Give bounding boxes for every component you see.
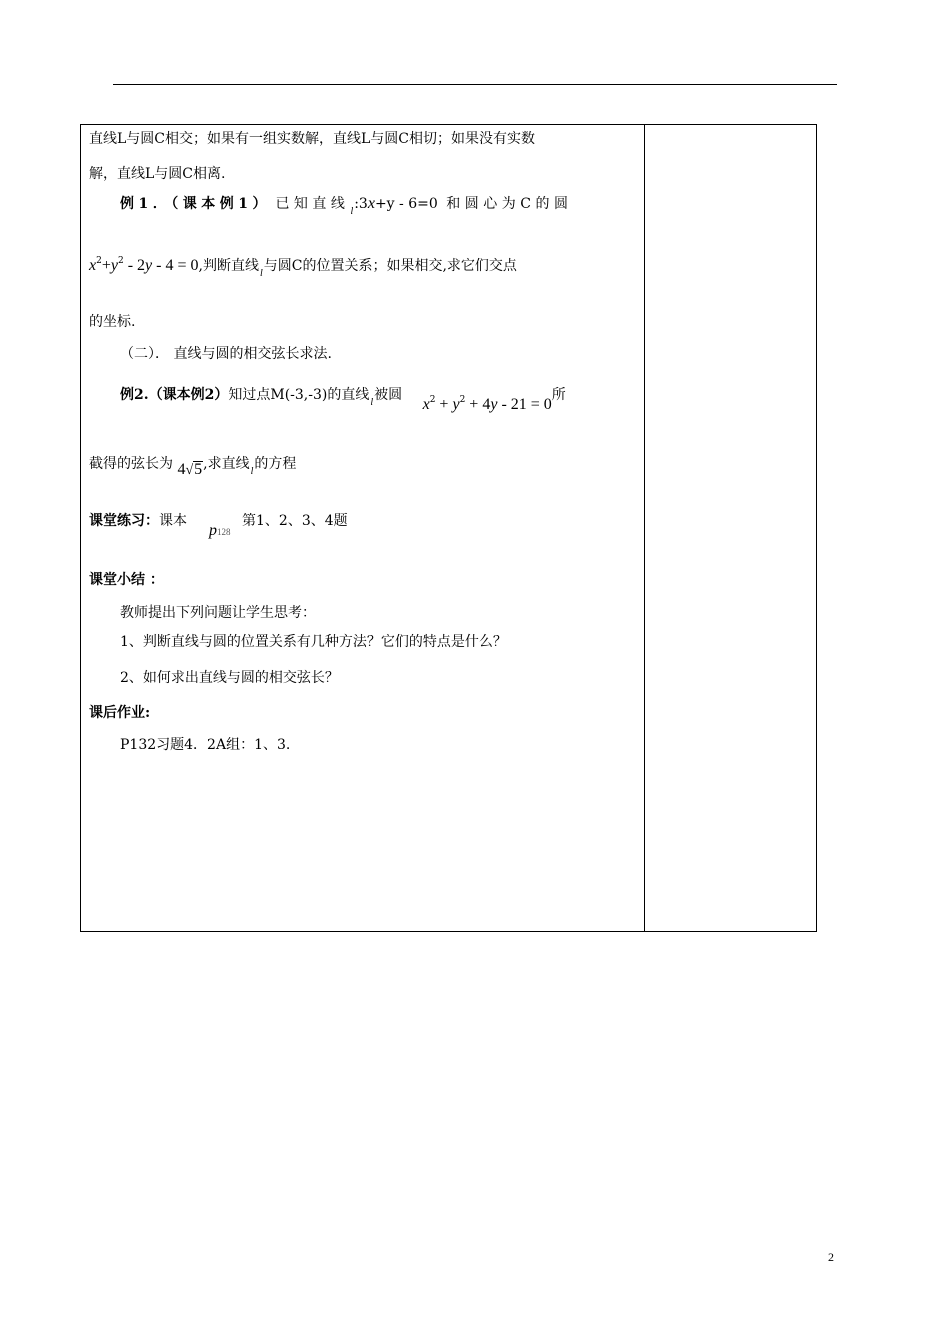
summary-question-1: 1、判断直线与圆的位置关系有几种方法？它们的特点是什么？ [120, 634, 507, 650]
chord-text-b: ,求直线 [203, 456, 250, 472]
line-symbol: l [250, 466, 254, 477]
circle-text: ,判断直线 [198, 258, 259, 274]
eq-exp: 2 [96, 256, 102, 266]
eq-plus: + [435, 396, 453, 413]
text-line-1: 直线L与圆C相交；如果有一组实数解，直线L与圆C相切；如果没有实数 [89, 131, 536, 147]
example-1-x: x [367, 195, 375, 212]
page-ref-sub: 128 [217, 527, 231, 537]
eq-four: + 4 [465, 396, 491, 413]
summary-question-2: 2、如何求出直线与圆的相交弦长？ [120, 670, 339, 686]
section-2-title: （二）． 直线与圆的相交弦长求法. [120, 346, 332, 362]
line-symbol: l [350, 206, 354, 217]
eq-y2: y [490, 396, 498, 413]
chord-text-a: 截得的弦长为 [89, 456, 173, 472]
line-symbol: l [259, 268, 263, 279]
lesson-table [80, 124, 817, 932]
eq-x: x [89, 257, 97, 274]
example-1-text-a: 已知直线 [275, 196, 350, 212]
example-1-text-b: 和圆心为C的圆 [446, 196, 573, 212]
eq-y2: y [145, 257, 153, 274]
summary-label: 课堂小结 ： [89, 572, 164, 588]
example-2 [120, 380, 566, 413]
chord-length: 4√5 [177, 461, 203, 478]
page-ref [209, 522, 231, 540]
page-ref-p: p [209, 522, 217, 539]
chord-text-c: 的方程 [254, 456, 297, 472]
summary-intro: 教师提出下列问题让学生思考： [120, 605, 316, 621]
homework-text: P132习题4．2A组：1、3. [120, 737, 291, 753]
example-2-equation [423, 397, 552, 413]
eq-y: y [452, 396, 460, 413]
eq-y: y [110, 257, 118, 274]
eq-exp: 2 [459, 395, 466, 405]
line-symbol: l [370, 397, 374, 408]
homework-label: 课后作业: [89, 705, 151, 721]
header-rule [113, 84, 837, 85]
practice-line [89, 511, 187, 531]
circle-equation-line [89, 251, 517, 279]
example-2-text-a: 知过点M(-3,-3)的直线 [228, 387, 370, 403]
eq-plus: + [101, 257, 111, 274]
example-1-eq-a: :3 [354, 196, 368, 212]
eq-exp: 2 [117, 256, 124, 266]
eq-rest: - 2 [123, 257, 146, 274]
eq-x: x [422, 396, 430, 413]
eq-tail: - 21 = 0 [497, 396, 552, 413]
chord-radicand: 5 [194, 461, 203, 478]
table-column-divider [644, 124, 645, 932]
text-coords: 的坐标. [89, 314, 136, 330]
text-line-2: 解，直线L与圆C相离. [89, 166, 226, 182]
example-1-label: 例1．（课本例1） [120, 196, 271, 212]
eq-tail: - 4 = 0 [152, 257, 199, 274]
chord-coef: 4 [177, 461, 186, 478]
chord-line [89, 454, 297, 478]
example-2-label: 例2.（课本例2） [120, 387, 229, 403]
example-2-suo: 所 [551, 387, 566, 403]
practice-text-a: 课本 [159, 513, 187, 529]
page-number: 2 [828, 1250, 834, 1264]
example-1 [120, 194, 573, 217]
example-2-text-b: 被圆 [374, 387, 403, 403]
example-1-eq-b: +y - 6=0 [374, 196, 438, 212]
practice-text-b: 第1、2、3、4题 [242, 513, 348, 529]
eq-exp: 2 [429, 395, 436, 405]
practice-label: 课堂练习： [89, 513, 159, 529]
circle-text-2: 与圆C的位置关系；如果相交,求它们交点 [263, 258, 517, 274]
